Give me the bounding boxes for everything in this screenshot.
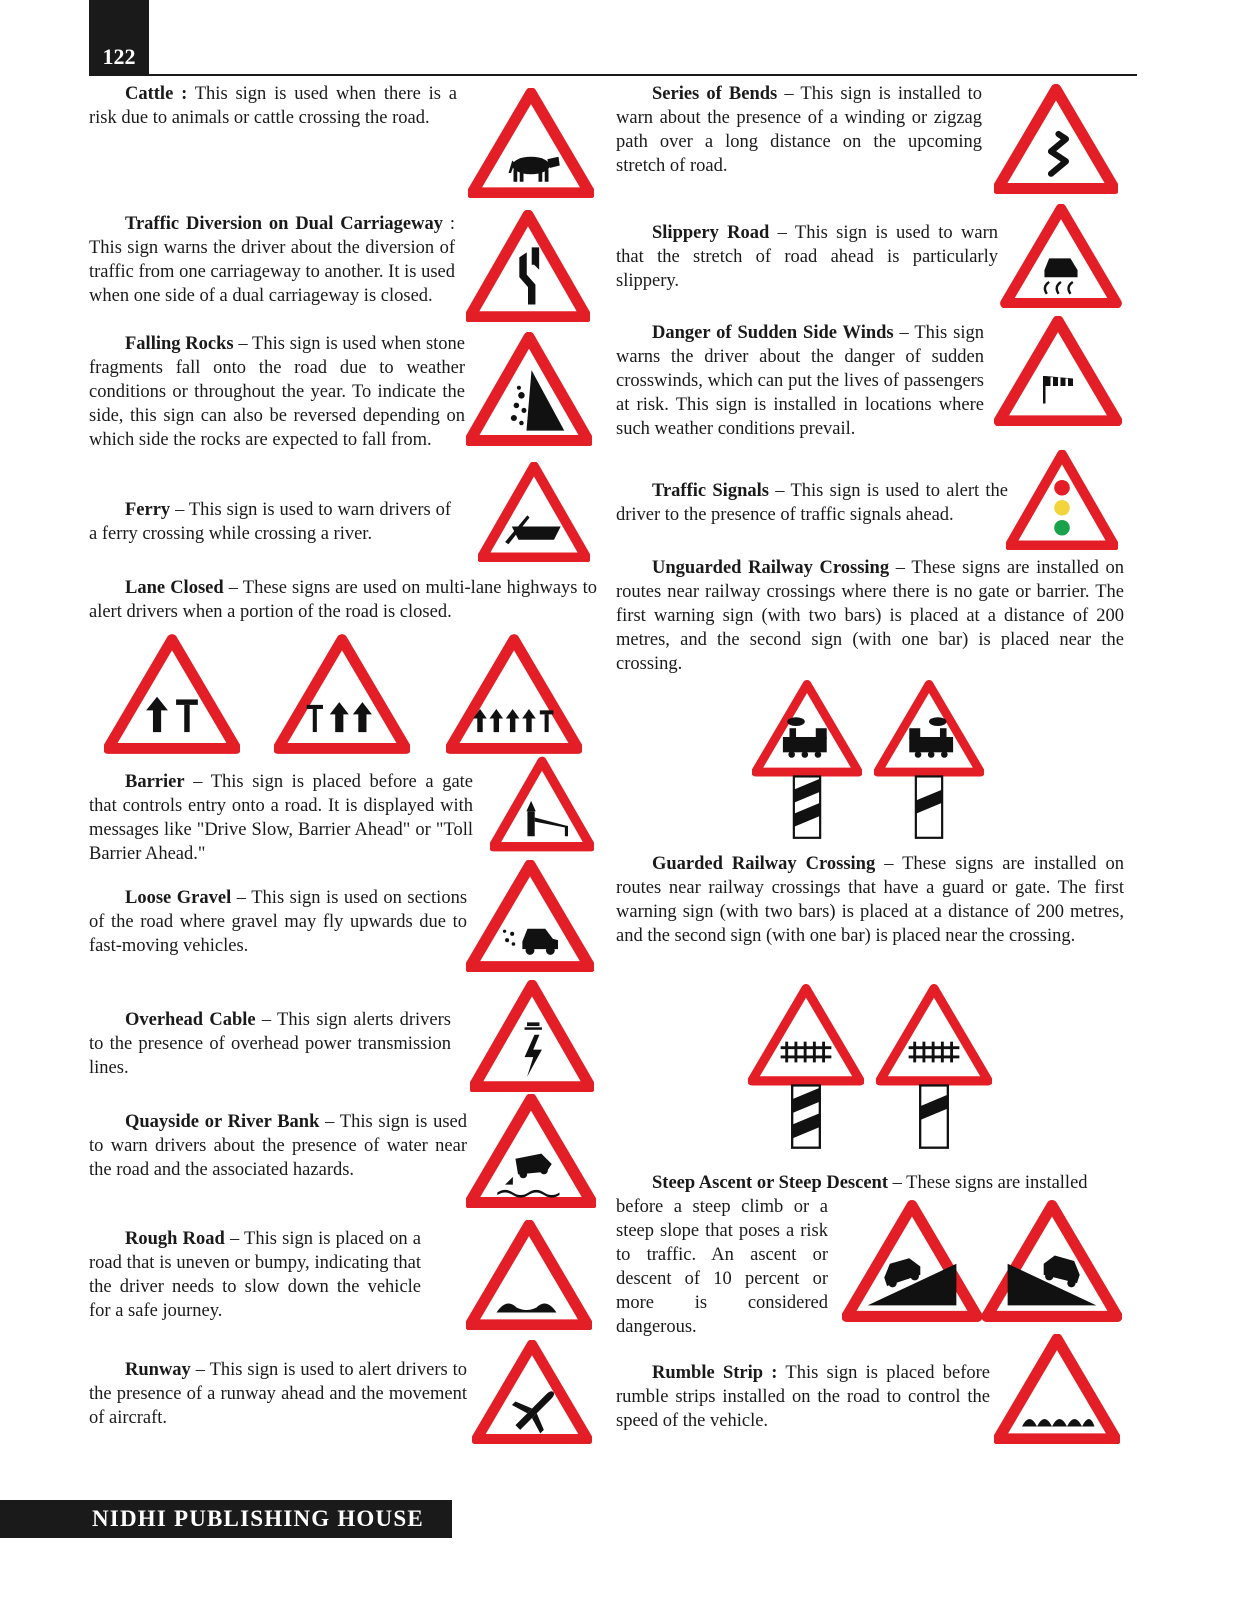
header-rule [89, 74, 1137, 76]
ferry-paragraph [89, 498, 451, 546]
winds-paragraph [616, 321, 984, 441]
rocks-title: Falling Rocks [125, 334, 234, 354]
lane-closed-sign-1 [104, 634, 240, 754]
quay-title: Quayside or River Bank [125, 1112, 320, 1132]
rocks-text: – This sign is used when stone fragments fall onto the road due to weather conditions or throughout the year. To indicate the side, this sign can also be reversed depending on which side the rocks are expected to fall from. [89, 334, 465, 450]
ferry-text: – This sign is used to warn drivers of a ferry crossing while crossing a river. [89, 500, 452, 544]
lane-arrows-icon [307, 702, 372, 732]
signals-title: Traffic Signals [652, 481, 769, 501]
cattle-text: This sign is used when there is a risk due to animals or cattle crossing the road. [89, 84, 457, 128]
bends-paragraph [616, 82, 982, 178]
steep-ascent-sign [842, 1200, 982, 1322]
rough-title: Rough Road [125, 1229, 225, 1249]
loose-gravel-sign [466, 860, 594, 972]
diversion-title: Traffic Diversion on Dual Carriageway [125, 214, 443, 234]
rough-text: – This sign is placed on a road that is uneven or bumpy, indicating that the driver needs to slow down the vehicle for a safe journey. [89, 1229, 421, 1321]
steep-text: – These signs are installed [892, 1173, 1088, 1193]
page-number: 122 [89, 0, 149, 76]
guarded-railway-sign-two-bars [748, 984, 864, 1150]
rough-paragraph [89, 1227, 421, 1323]
unguarded-railway-sign-one-bar [874, 680, 984, 840]
cattle-paragraph [89, 82, 457, 130]
rumble-paragraph [616, 1361, 990, 1433]
ferry-title: Ferry [125, 500, 171, 520]
falling-rocks-sign [466, 332, 592, 446]
quay-paragraph [89, 1110, 467, 1182]
steep-paragraph: before a steep climb or a steep slope that poses a risk to traffic. An ascent or descent of 10 percent or more is considered dangerous. [616, 1197, 828, 1337]
barrier-paragraph [89, 770, 473, 866]
barrier-text: – This sign is placed before a gate that controls entry onto a road. It is displayed with messages like "Drive Slow, Barrier Ahead" or "Toll Barrier Ahead." [89, 772, 474, 864]
slippery-paragraph [616, 221, 998, 293]
slippery-road-sign [1000, 204, 1122, 308]
steep-descent-sign [982, 1200, 1122, 1322]
unguarded-text: – These signs are installed on routes near railway crossings where there is no gate or barrier. The first warning sign (with two bars) is placed at a distance of 200 metres, and the second sign (with one bar) is placed near the crossing. [616, 558, 1124, 674]
lane-closed-sign-2 [274, 634, 410, 754]
side-winds-sign [994, 316, 1122, 426]
rumble-strip-sign [994, 1334, 1120, 1444]
gravel-paragraph [89, 886, 467, 958]
gravel-title: Loose Gravel [125, 888, 232, 908]
steep-heading [616, 1171, 1124, 1195]
lane-title: Lane Closed [125, 578, 224, 598]
ferry-sign [478, 462, 590, 562]
diversion-sign [466, 210, 590, 322]
guarded-text: – These signs are installed on routes near railway crossings that have a guard or gate. The first warning sign (with two bars) is placed at a distance of 200 metres, and the second sign (with one bar) is placed near the crossing. [616, 854, 1124, 946]
guarded-title: Guarded Railway Crossing [652, 854, 876, 874]
rumble-text: This sign is placed before rumble strips installed on the road to control the speed of the vehicle. [616, 1363, 990, 1431]
signals-paragraph [616, 479, 1008, 527]
cattle-title: Cattle : [125, 84, 188, 104]
cable-paragraph [89, 1008, 451, 1080]
series-of-bends-sign [994, 84, 1118, 194]
slippery-title: Slippery Road [652, 223, 770, 243]
lane-text: – These signs are used on multi-lane highways to alert drivers when a portion of the road is closed. [89, 578, 597, 622]
slippery-text: – This sign is used to warn that the stretch of road ahead is particularly slippery. [616, 223, 998, 291]
quayside-sign [466, 1094, 596, 1208]
runway-paragraph [89, 1358, 467, 1430]
overhead-cable-sign [470, 980, 594, 1092]
runway-sign [472, 1340, 592, 1444]
traffic-light-icon [1054, 480, 1070, 536]
signals-text: – This sign is used to alert the driver to the presence of traffic signals ahead. [616, 481, 1009, 525]
runway-text: – This sign is used to alert drivers to the presence of a runway ahead and the movement of aircraft. [89, 1360, 467, 1428]
diversion-text: : This sign warns the driver about the diversion of traffic from one carriageway to another. It is used when one side of a dual carriageway is closed. [89, 214, 455, 306]
steep-title: Steep Ascent or Steep Descent [652, 1173, 889, 1193]
rumble-title: Rumble Strip : [652, 1363, 778, 1383]
bends-title: Series of Bends [652, 84, 778, 104]
unguarded-railway-sign-two-bars [752, 680, 862, 840]
barrier-sign [490, 756, 594, 852]
quay-text: – This sign is used to warn drivers about the presence of water near the road and the associated hazards. [89, 1112, 468, 1180]
runway-title: Runway [125, 1360, 191, 1380]
lane-paragraph [89, 576, 597, 624]
rough-road-sign [466, 1220, 592, 1330]
publisher-footer: NIDHI PUBLISHING HOUSE [0, 1500, 452, 1538]
unguarded-paragraph [616, 556, 1124, 676]
guarded-railway-sign-one-bar [876, 984, 992, 1150]
guarded-paragraph [616, 852, 1124, 948]
unguarded-title: Unguarded Railway Crossing [652, 558, 890, 578]
diversion-paragraph [89, 212, 455, 308]
bends-text: – This sign is installed to warn about the presence of a winding or zigzag path over a long distance on the upcoming stretch of road. [616, 84, 983, 176]
cable-title: Overhead Cable [125, 1010, 256, 1030]
cattle-sign [468, 88, 594, 198]
gravel-text: – This sign is used on sections of the road where gravel may fly upwards due to fast-moving vehicles. [89, 888, 468, 956]
barrier-title: Barrier [125, 772, 185, 792]
cable-text: – This sign alerts drivers to the presence of overhead power transmission lines. [89, 1010, 451, 1078]
winds-title: Danger of Sudden Side Winds [652, 323, 894, 343]
lane-closed-sign-3 [446, 634, 582, 754]
rocks-paragraph [89, 332, 465, 452]
traffic-signals-sign [1006, 450, 1118, 550]
winds-text: – This sign warns the driver about the danger of sudden crosswinds, which can put the lives of passengers at risk. This sign is installed in locations where such weather conditions prevail. [616, 323, 985, 439]
